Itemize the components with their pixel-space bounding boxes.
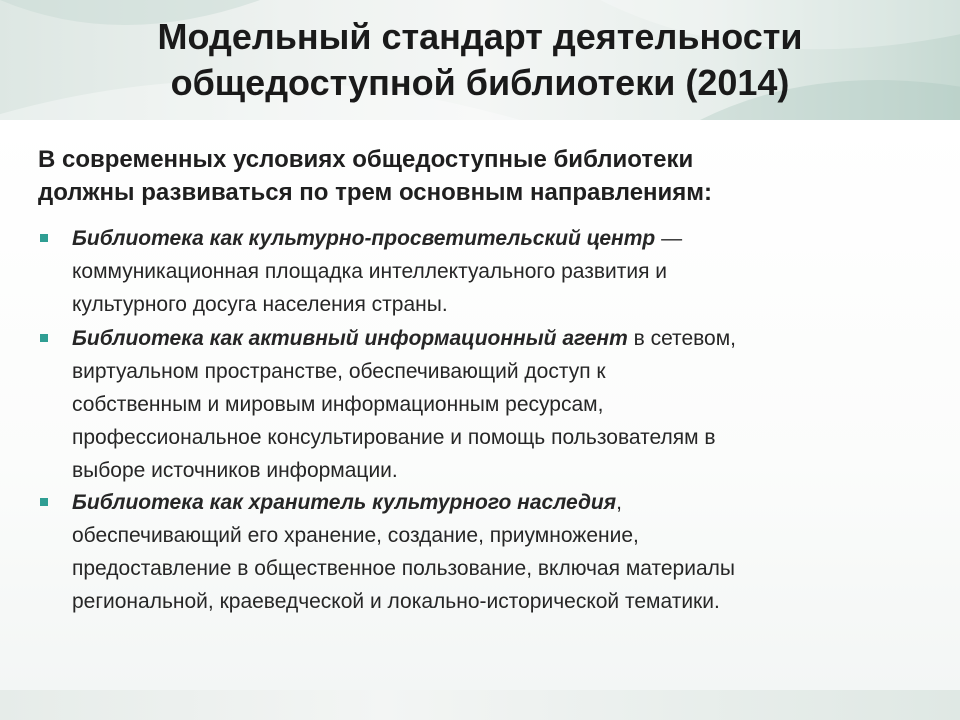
list-item: [72, 222, 932, 321]
lead-line-1: В современных условиях общедоступные библиотеки: [38, 146, 694, 173]
square-bullet-icon: [40, 498, 48, 506]
list-item-line: региональной, краеведческой и локально-исторической тематики.: [72, 590, 720, 613]
list-item-line: собственным и мировым информационным ресурсам,: [72, 393, 604, 416]
list-item-text: в сетевом,: [627, 327, 736, 350]
list-item-line: [72, 322, 932, 355]
list-item-text: ,: [616, 491, 622, 514]
list-item-emphasis: Библиотека как хранитель культурного наследия: [72, 491, 617, 514]
list-item: [72, 486, 932, 618]
slide-title-line-1: Модельный стандарт деятельности: [157, 16, 803, 57]
list-item-line: коммуникационная площадка интеллектуального развития и: [72, 260, 668, 283]
square-bullet-icon: [40, 234, 48, 242]
slide-title-line-2: общедоступной библиотеки (2014): [170, 62, 790, 103]
lead-paragraph: [38, 143, 938, 209]
square-bullet-icon: [40, 334, 48, 342]
list-item-line: культурного досуга населения страны.: [72, 293, 448, 316]
list-item-line: виртуальном пространстве, обеспечивающий доступ к: [72, 360, 606, 383]
list-item-line: [72, 222, 932, 255]
list-item-emphasis: Библиотека как культурно-просветительский центр: [72, 227, 656, 250]
list-item: [72, 322, 932, 487]
list-item-line: предоставление в общественное пользование, включая материалы: [72, 557, 735, 580]
list-item-line: [72, 486, 932, 519]
list-item-line: обеспечивающий его хранение, создание, приумножение,: [72, 524, 639, 547]
list-item-line: выборе источников информации.: [72, 459, 398, 482]
list-item-text: —: [655, 227, 683, 250]
footer-band: [0, 690, 960, 720]
lead-line-2: должны развиваться по трем основным направлениям:: [38, 179, 713, 206]
list-item-line: профессиональное консультирование и помощь пользователям в: [72, 426, 716, 449]
list-item-emphasis: Библиотека как активный информационный агент: [72, 327, 628, 350]
slide-title: [0, 14, 960, 106]
